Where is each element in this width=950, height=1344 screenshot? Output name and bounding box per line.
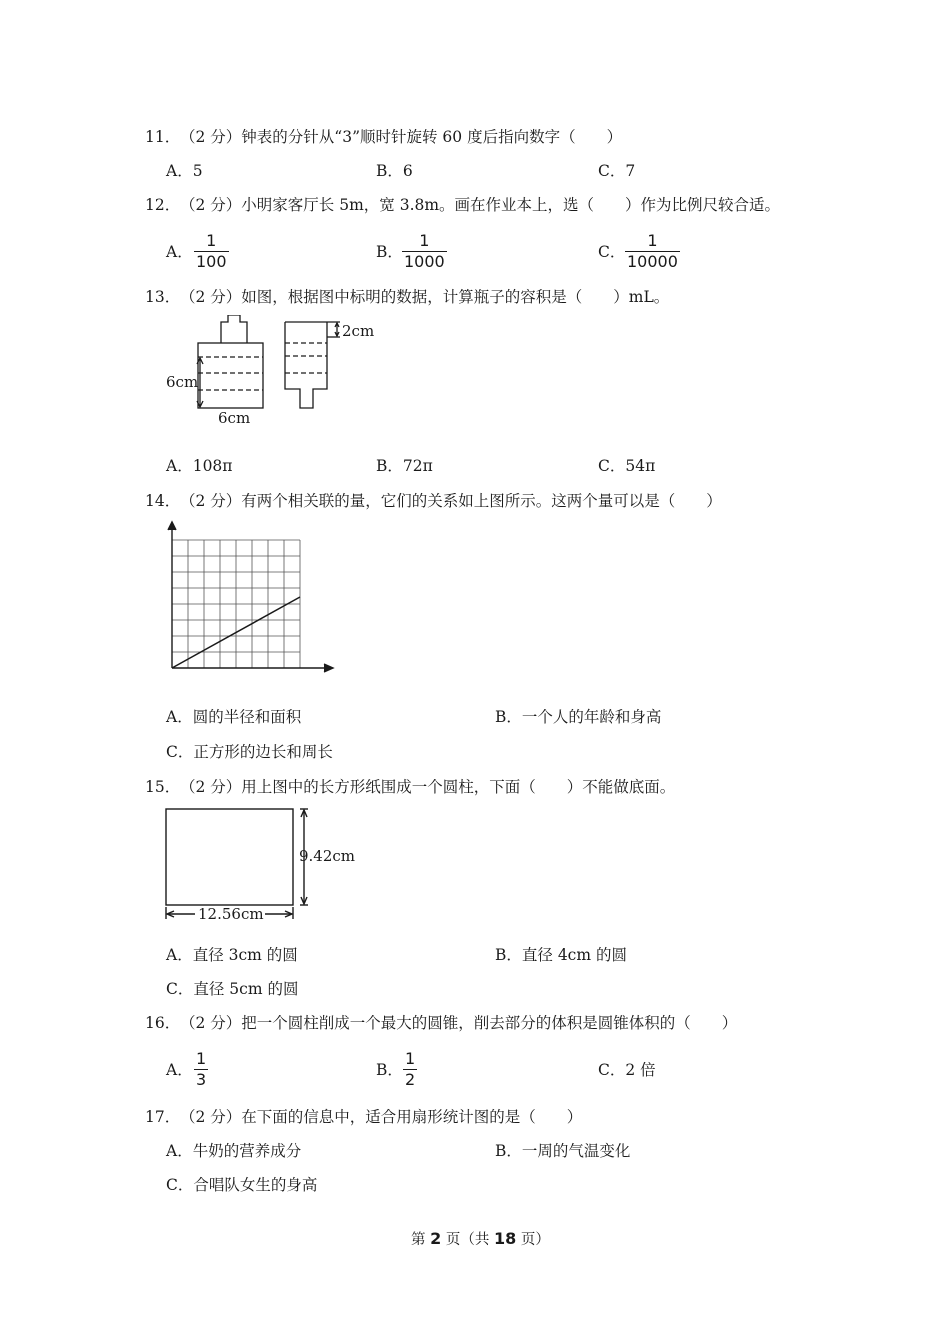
q16-option-b-letter[interactable]: B． — [376, 1061, 403, 1079]
footer-page-number: 2 — [430, 1229, 442, 1248]
q15-text: （2 分）用上图中的长方形纸围成一个圆柱，下面（ ）不能做底面。 — [180, 778, 676, 796]
q11-number: 11． — [145, 128, 181, 146]
q17-number: 17． — [145, 1108, 181, 1126]
q12-number: 12． — [145, 196, 181, 214]
q13-height-label: 6cm — [166, 373, 199, 391]
q16-text: （2 分）把一个圆柱削成一个最大的圆锥，削去部分的体积是圆锥体积的（ ） — [180, 1014, 738, 1032]
q15-height-label: 9.42cm — [299, 847, 356, 865]
q13-number: 13． — [145, 288, 181, 306]
q16-option-a-letter[interactable]: A． — [166, 1061, 193, 1079]
q12-text: （2 分）小明家客厅长 5m，宽 3.8m。画在作业本上，选（ ）作为比例尺较合适。 — [180, 196, 781, 214]
q13-inverted-bottle — [285, 322, 327, 408]
q14-option-b[interactable]: B．一个人的年龄和身高 — [495, 708, 662, 726]
q13-option-a[interactable]: A．108π — [166, 457, 233, 475]
q13-text: （2 分）如图，根据图中标明的数据，计算瓶子的容积是（ ）mL。 — [180, 288, 670, 306]
q17-text: （2 分）在下面的信息中，适合用扇形统计图的是（ ） — [180, 1108, 583, 1126]
q12-option-c-fraction: $\frac{1}{10000}$ — [627, 231, 678, 271]
q11-option-a[interactable]: A．5 — [166, 162, 203, 180]
q12-option-b-letter[interactable]: B． — [376, 243, 403, 261]
q16-option-b-fraction: $\frac{1}{2}$ — [405, 1049, 416, 1089]
q11-text: （2 分）钟表的分针从“3”顺时针旋转 60 度后指向数字（ ） — [180, 128, 623, 146]
q17-option-a[interactable]: A．牛奶的营养成分 — [166, 1142, 302, 1160]
q12-option-b-fraction: $\frac{1}{1000}$ — [404, 231, 445, 271]
q13-bottle-figure — [160, 315, 400, 430]
q15-rectangle — [166, 809, 293, 905]
page-footer: 第 2 页（共 18 页） — [411, 1229, 550, 1248]
q15-number: 15． — [145, 778, 181, 796]
q12-option-a-letter[interactable]: A． — [166, 243, 193, 261]
q13-top-label: 2cm — [342, 322, 375, 340]
q15-option-a[interactable]: A．直径 3cm 的圆 — [166, 946, 298, 964]
q12-option-a-fraction: $\frac{1}{100}$ — [196, 231, 227, 271]
q13-bottle-neck — [221, 315, 247, 343]
q13-option-b[interactable]: B．72π — [376, 457, 433, 475]
q14-text: （2 分）有两个相关联的量，它们的关系如上图所示。这两个量可以是（ ） — [180, 492, 722, 510]
q17-option-b[interactable]: B．一周的气温变化 — [495, 1142, 631, 1160]
q13-bottle-body — [198, 343, 263, 408]
q14-line-graph — [160, 520, 340, 680]
q15-width-label: 12.56cm — [198, 905, 264, 923]
q15-option-b[interactable]: B．直径 4cm 的圆 — [495, 946, 627, 964]
q15-rectangle-figure — [160, 805, 360, 925]
q14-number: 14． — [145, 492, 181, 510]
q13-option-c[interactable]: C．54π — [598, 457, 656, 475]
q15-option-c[interactable]: C．直径 5cm 的圆 — [166, 980, 299, 998]
q14-option-a[interactable]: A．圆的半径和面积 — [166, 708, 302, 726]
q13-width-label: 6cm — [218, 409, 251, 427]
q12-option-c-letter[interactable]: C． — [598, 243, 626, 261]
footer-total-pages: 18 — [493, 1229, 517, 1248]
q11-option-b[interactable]: B．6 — [376, 162, 413, 180]
q17-option-c[interactable]: C．合唱队女生的身高 — [166, 1176, 318, 1194]
q11-option-c[interactable]: C．7 — [598, 162, 636, 180]
q14-grid — [172, 540, 300, 668]
q16-option-c[interactable]: C．2 倍 — [598, 1061, 656, 1079]
q14-option-c[interactable]: C．正方形的边长和周长 — [166, 743, 333, 761]
q16-number: 16． — [145, 1014, 181, 1032]
q16-option-a-fraction: $\frac{1}{3}$ — [196, 1049, 207, 1089]
